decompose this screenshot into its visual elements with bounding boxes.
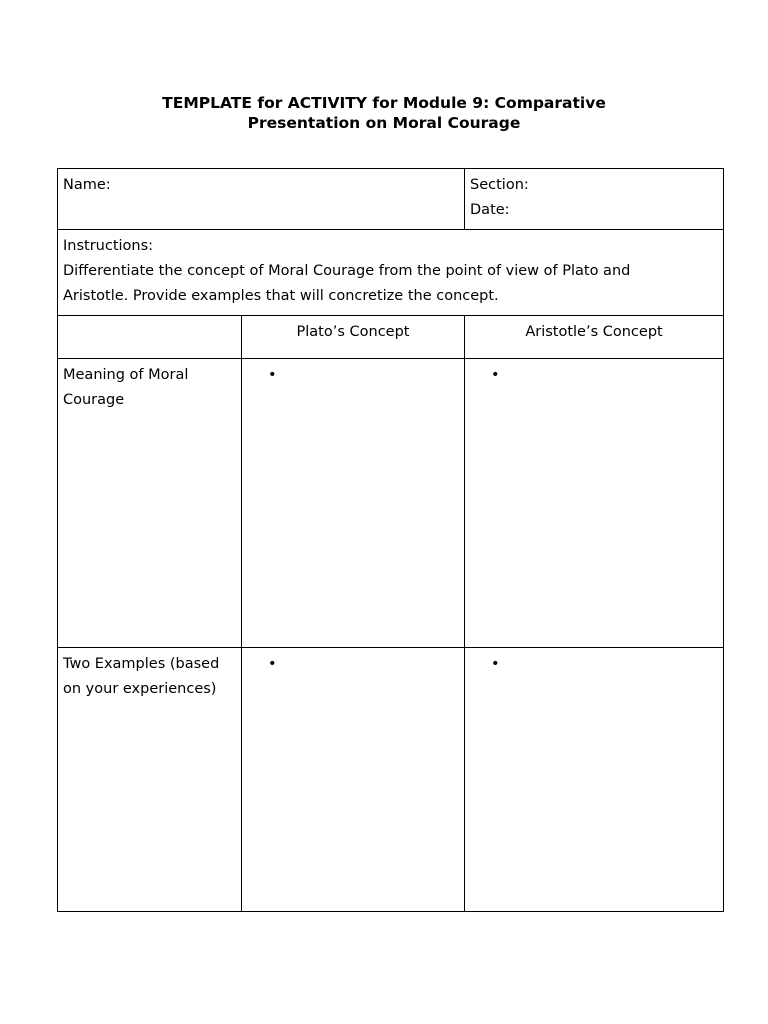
examples-label-line-1: Two Examples (based <box>63 656 220 672</box>
examples-row-label-cell <box>58 648 242 912</box>
plato-concept-header <box>242 316 465 359</box>
title-line-1: TEMPLATE for ACTIVITY for Module 9: Comparative <box>162 94 606 112</box>
blank-header-cell <box>58 316 242 359</box>
plato-concept-label: Plato’s Concept <box>296 324 410 340</box>
date-label: Date: <box>470 202 510 218</box>
bullet-point <box>247 363 459 388</box>
aristotle-concept-label: Aristotle’s Concept <box>525 324 663 340</box>
bullet-point <box>470 652 718 677</box>
examples-plato-cell[interactable] <box>242 648 465 912</box>
instructions-row <box>58 230 724 316</box>
instructions-text-line-2: Aristotle. Provide examples that will concretize the concept. <box>63 288 499 304</box>
section-date-cell[interactable] <box>465 169 724 230</box>
aristotle-concept-header <box>465 316 724 359</box>
instructions-cell <box>58 230 724 316</box>
meaning-row-label-cell <box>58 359 242 648</box>
examples-aristotle-cell[interactable] <box>465 648 724 912</box>
activity-template-table <box>57 168 724 912</box>
examples-row <box>58 648 724 912</box>
bullet-point <box>247 652 459 677</box>
meaning-row <box>58 359 724 648</box>
instructions-text-line-1: Differentiate the concept of Moral Courage from the point of view of Plato and <box>63 263 631 279</box>
meaning-plato-cell[interactable] <box>242 359 465 648</box>
header-row <box>58 169 724 230</box>
document-title <box>0 93 768 133</box>
column-header-row <box>58 316 724 359</box>
bullet-point <box>470 363 718 388</box>
name-cell[interactable] <box>58 169 465 230</box>
name-label: Name: <box>63 177 111 193</box>
meaning-aristotle-cell[interactable] <box>465 359 724 648</box>
section-label: Section: <box>470 177 529 193</box>
meaning-label-line-2: Courage <box>63 392 125 408</box>
examples-label-line-2: on your experiences) <box>63 681 217 697</box>
meaning-label-line-1: Meaning of Moral <box>63 367 189 383</box>
title-line-2: Presentation on Moral Courage <box>247 114 521 132</box>
instructions-label: Instructions: <box>63 238 154 254</box>
